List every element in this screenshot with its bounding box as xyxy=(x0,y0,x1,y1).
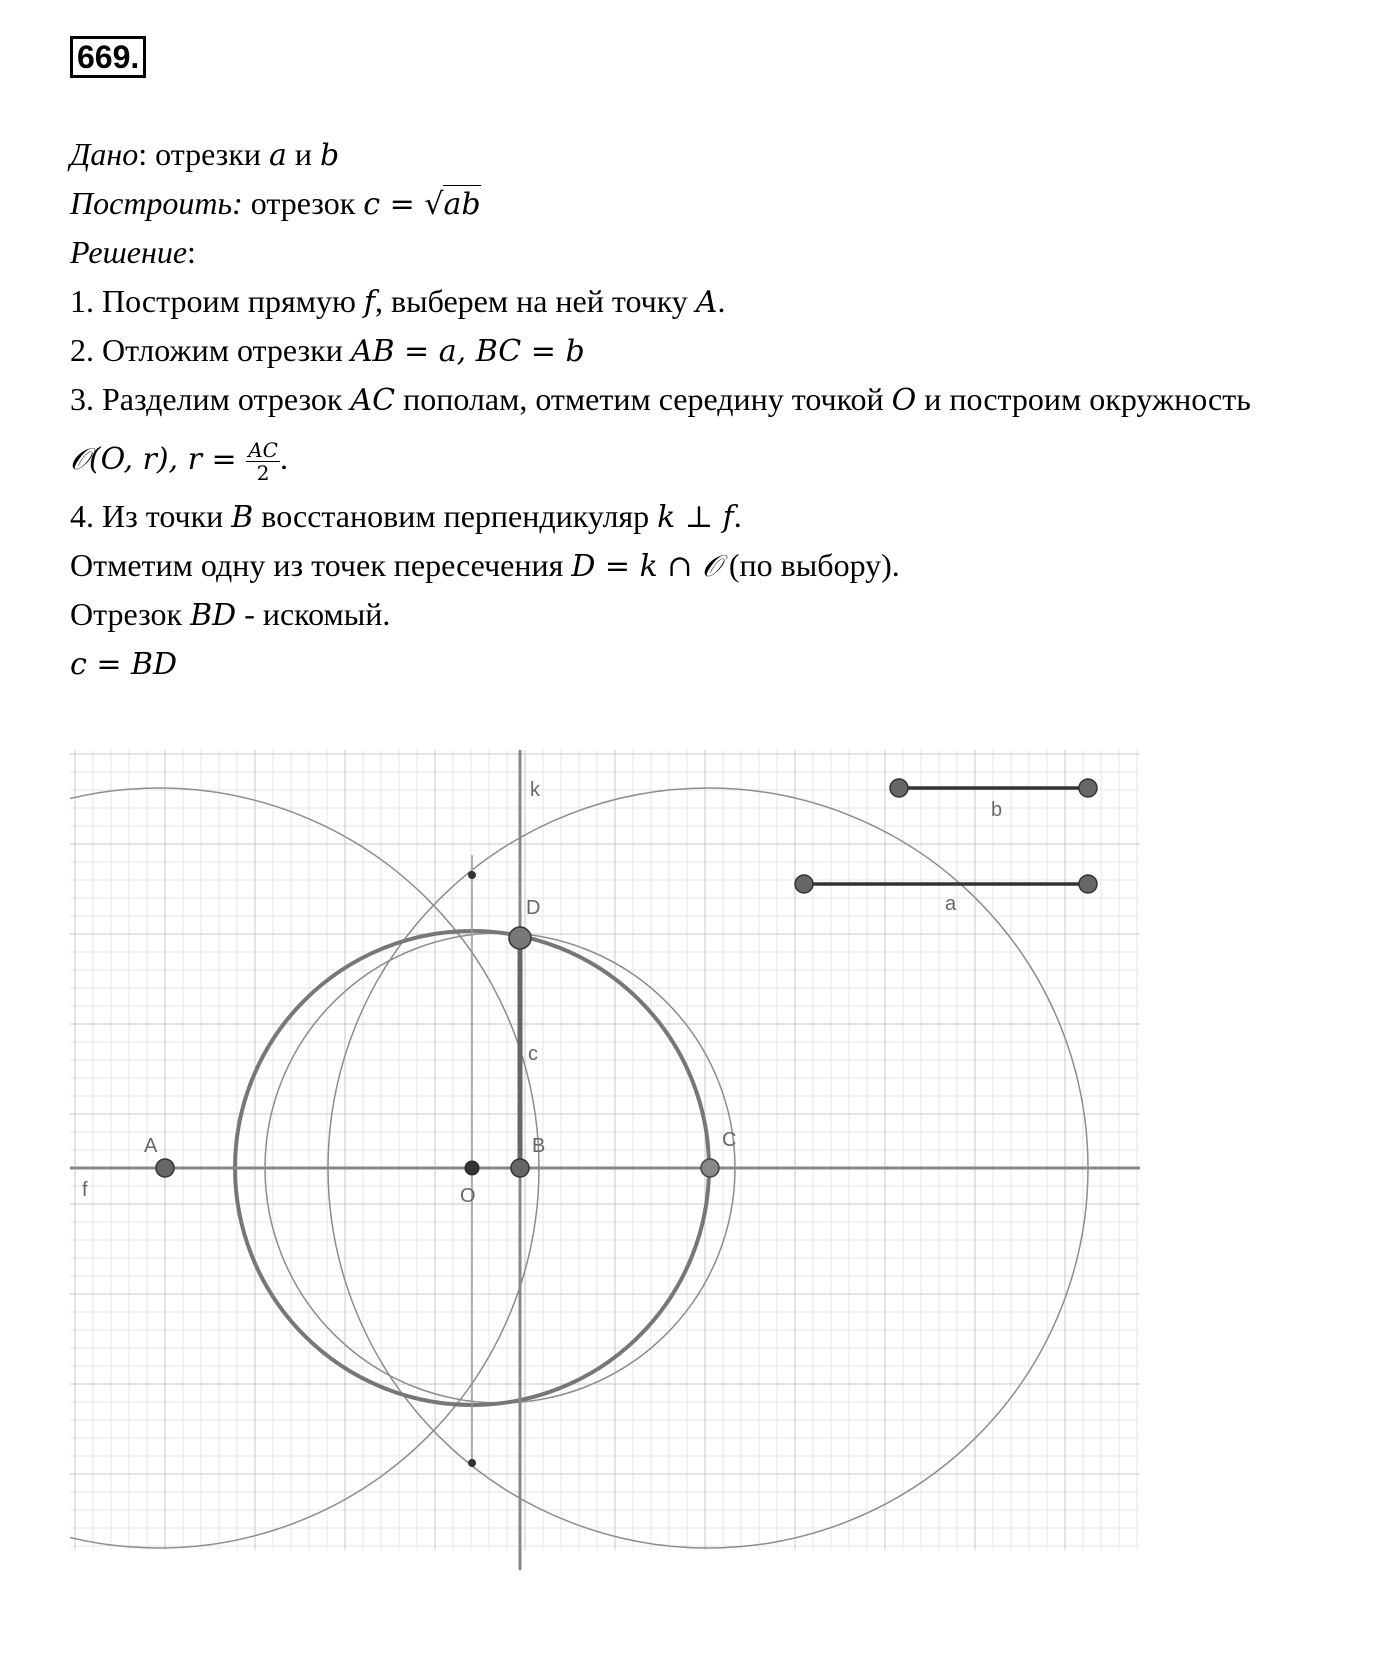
step-4 xyxy=(70,492,1390,541)
step-3-mid1: пополам, отметим середину точкой xyxy=(395,381,892,417)
given-b: b xyxy=(320,138,340,173)
solution-colon: : xyxy=(187,234,196,270)
point-c xyxy=(701,1159,719,1177)
step-5-text: Отметим одну из точек пересечения xyxy=(70,547,572,583)
label-k: k xyxy=(530,779,540,801)
step-3b xyxy=(70,424,1390,492)
label-b-point: B xyxy=(532,1135,546,1157)
construct-line xyxy=(70,179,1390,228)
point-a-end xyxy=(1079,875,1097,893)
step-1-end: . xyxy=(717,283,726,319)
result-line xyxy=(70,639,1390,688)
label-f: f xyxy=(82,1179,88,1201)
label-segment-c: c xyxy=(528,1043,538,1065)
step-2-formula: AB = a, BC = b xyxy=(350,334,585,369)
step-3b-formula: 𝒪(O, r), r = xyxy=(70,442,247,477)
point-a xyxy=(156,1159,174,1177)
fraction xyxy=(246,439,280,484)
step-1-text: 1. Построим прямую xyxy=(70,283,364,319)
step-6 xyxy=(70,590,1390,639)
sqrt-sign: √ xyxy=(424,187,444,222)
point-a-start xyxy=(795,875,813,893)
step-5-end: (по выбору). xyxy=(720,547,900,583)
point-b-end xyxy=(1079,779,1097,797)
construct-text: отрезок xyxy=(242,185,364,221)
step-3-text: 3. Разделим отрезок xyxy=(70,381,351,417)
sqrt-radicand: ab xyxy=(443,187,481,222)
step-3b-end: . xyxy=(279,440,288,476)
given-line xyxy=(70,130,1390,179)
step-5 xyxy=(70,541,1390,590)
step-5-formula: D = k ∩ 𝒪 xyxy=(571,549,721,584)
result-formula: c = BD xyxy=(70,647,178,682)
step-2 xyxy=(70,326,1390,375)
point-b-start xyxy=(890,779,908,797)
point-o xyxy=(465,1161,479,1175)
step-6-text: Отрезок xyxy=(70,596,191,632)
construct-formula: c = xyxy=(363,187,425,222)
step-3-AC: AC xyxy=(350,383,396,418)
solution-line xyxy=(70,228,1390,277)
step-3-mid2: и построим окружность xyxy=(916,381,1251,417)
step-4-formula: k ⊥ f xyxy=(657,500,734,535)
given-text: : отрезки xyxy=(138,136,269,172)
label-o-point: O xyxy=(460,1185,476,1207)
solution-label: Решение xyxy=(70,234,188,270)
given-a: a xyxy=(268,138,287,173)
step-4-text: 4. Из точки xyxy=(70,498,232,534)
fraction-numerator: AC xyxy=(248,438,278,463)
problem-number: 669. xyxy=(70,36,146,78)
construction-figure xyxy=(70,750,1150,1570)
construct-label: Построить: xyxy=(70,185,243,221)
label-c-point: C xyxy=(722,1129,737,1151)
intersection-top xyxy=(468,871,476,879)
label-segment-a: a xyxy=(945,893,957,915)
grid-minor xyxy=(70,750,1140,1550)
given-and: и xyxy=(286,136,320,172)
fraction-denominator: 2 xyxy=(256,461,270,486)
label-a-point: A xyxy=(144,1135,158,1157)
intersection-bottom xyxy=(468,1459,476,1467)
step-6-end: - искомый. xyxy=(236,596,391,632)
step-4-mid: восстановим перпендикуляр xyxy=(253,498,658,534)
problem-text xyxy=(70,130,1390,688)
step-3-O: O xyxy=(891,383,917,418)
step-3 xyxy=(70,375,1390,424)
step-1-mid: , выберем на ней точку xyxy=(374,283,696,319)
point-b xyxy=(511,1159,529,1177)
step-1-f: f xyxy=(363,285,375,320)
label-d-point: D xyxy=(526,897,541,919)
step-4-end: . xyxy=(733,498,742,534)
given-label: Дано xyxy=(70,136,139,172)
point-d xyxy=(509,927,531,949)
step-1 xyxy=(70,277,1390,326)
label-segment-b: b xyxy=(991,799,1003,821)
step-1-A: A xyxy=(695,285,718,320)
step-6-BD: BD xyxy=(190,598,237,633)
step-2-text: 2. Отложим отрезки xyxy=(70,332,351,368)
step-4-B: B xyxy=(231,500,254,535)
